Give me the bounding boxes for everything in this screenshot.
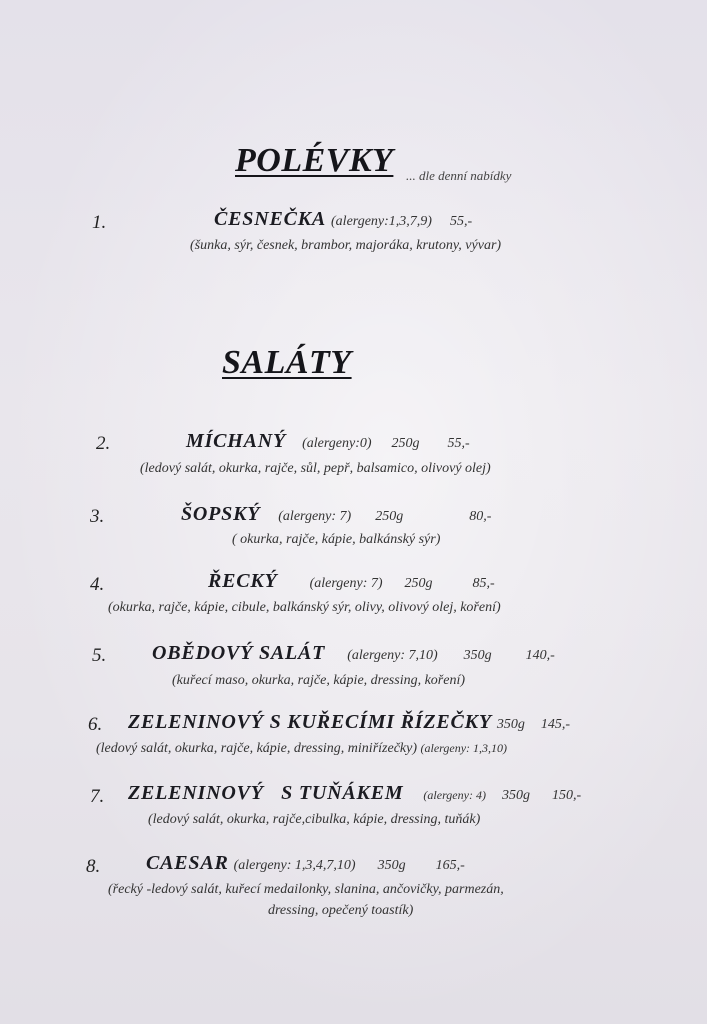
item-name: OBĚDOVÝ SALÁT bbox=[152, 642, 326, 664]
item-allergens: (alergeny: 7) bbox=[309, 576, 383, 591]
item-allergens: (alergeny:1,3,7,9) bbox=[331, 214, 432, 229]
item-description: (ledový salát, okurka, rajče,cibulka, kápie, dressing, tuňák) bbox=[148, 812, 481, 827]
item-weight: 250g bbox=[375, 509, 404, 524]
item-name: MÍCHANÝ bbox=[186, 430, 287, 452]
menu-item-line bbox=[214, 208, 472, 231]
item-price: 85,- bbox=[472, 576, 495, 591]
item-price: 145,- bbox=[540, 717, 571, 732]
item-description-continued: dressing, opečený toastík) bbox=[268, 903, 414, 918]
item-number: 2. bbox=[96, 433, 111, 454]
menu-item-line bbox=[152, 642, 555, 665]
item-weight: 250g bbox=[404, 576, 433, 591]
item-description-text: (ledový salát, okurka, rajče, kápie, dressing, miniřízečky) bbox=[96, 741, 418, 756]
item-weight: 350g bbox=[496, 717, 525, 732]
item-number: 5. bbox=[92, 645, 107, 666]
item-weight: 350g bbox=[463, 648, 492, 663]
item-weight: 250g bbox=[391, 436, 420, 451]
item-name: CAESAR bbox=[146, 852, 229, 874]
item-description: (kuřecí maso, okurka, rajče, kápie, dressing, koření) bbox=[172, 673, 466, 688]
menu-item-line bbox=[186, 430, 470, 453]
item-price: 55,- bbox=[449, 214, 473, 229]
item-name: ZELENINOVÝ S KUŘECÍMI ŘÍZEČKY bbox=[128, 711, 492, 733]
item-allergens: (alergeny: 7,10) bbox=[347, 648, 438, 663]
item-allergens: (alergeny: 4) bbox=[423, 788, 486, 802]
item-price: 55,- bbox=[447, 436, 470, 451]
item-number: 8. bbox=[86, 856, 101, 877]
item-description: (řecký -ledový salát, kuřecí medailonky, slanina, ančovičky, parmezán, bbox=[108, 882, 504, 897]
item-price: 150,- bbox=[551, 788, 582, 803]
soups-note: ... dle denní nabídky bbox=[406, 168, 512, 183]
item-allergens: (alergeny:0) bbox=[302, 436, 372, 451]
salads-heading: SALÁTY bbox=[222, 344, 352, 381]
item-description: (ledový salát, okurka, rajče, sůl, pepř, balsamico, olivový olej) bbox=[140, 461, 491, 476]
item-name: ŠOPSKÝ bbox=[181, 503, 261, 525]
item-description bbox=[96, 741, 507, 757]
item-description: (šunka, sýr, česnek, brambor, majoráka, krutony, vývar) bbox=[190, 238, 502, 253]
item-description: ( okurka, rajče, kápie, balkánský sýr) bbox=[232, 532, 441, 547]
soups-heading: POLÉVKY bbox=[235, 142, 394, 179]
item-allergens: (alergeny: 7) bbox=[278, 509, 352, 524]
item-number: 6. bbox=[88, 714, 103, 735]
item-name: ČESNEČKA bbox=[214, 208, 327, 230]
item-price: 140,- bbox=[525, 648, 555, 663]
item-name: ZELENINOVÝ S TUŇÁKEM bbox=[128, 782, 404, 804]
menu-item-line bbox=[128, 711, 570, 734]
item-price: 80,- bbox=[469, 509, 492, 524]
item-number: 4. bbox=[90, 574, 105, 595]
item-price: 165,- bbox=[435, 858, 465, 873]
menu-item-line bbox=[181, 503, 491, 526]
menu-item-line bbox=[128, 782, 581, 805]
item-number: 3. bbox=[90, 506, 105, 527]
item-description: (okurka, rajče, kápie, cibule, balkánský sýr, olivy, olivový olej, koření) bbox=[108, 600, 501, 615]
menu-item-line bbox=[208, 570, 495, 593]
item-allergens: (alergeny: 1,3,10) bbox=[420, 741, 508, 755]
item-name: ŘECKÝ bbox=[208, 570, 278, 592]
item-weight: 350g bbox=[501, 788, 530, 803]
item-allergens: (alergeny: 1,3,4,7,10) bbox=[233, 858, 356, 873]
item-number: 1. bbox=[92, 212, 107, 233]
menu-item-line bbox=[146, 852, 465, 875]
item-number: 7. bbox=[90, 786, 105, 807]
item-weight: 350g bbox=[377, 858, 406, 873]
